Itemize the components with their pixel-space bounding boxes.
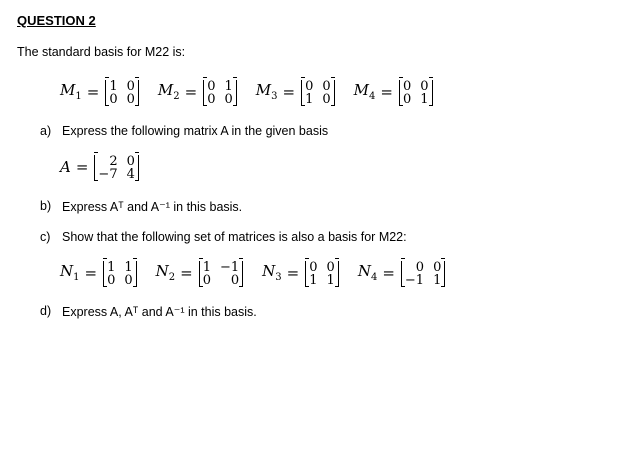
matrix-m4-matrix — [398, 77, 434, 106]
matrix-a-matrix — [93, 152, 139, 181]
equals-sign: = — [184, 82, 198, 101]
matrix-m2-cell-r2c1: 0 — [207, 92, 216, 107]
matrix-m1-cell-r1c2: 0 — [126, 79, 135, 94]
matrix-m3-cell-r1c1: 0 — [305, 79, 314, 94]
matrix-m3-matrix — [300, 77, 336, 106]
matrix-m4-cell-r1c2: 0 — [420, 79, 429, 94]
matrix-n3-cell-r1c2: 0 — [326, 260, 335, 275]
intro-text: The standard basis for M22 is: — [17, 45, 186, 59]
matrix-m3-cell-r2c2: 0 — [322, 92, 331, 107]
equals-sign: = — [86, 82, 100, 101]
matrix-n3-cell-r1c1: 0 — [309, 260, 318, 275]
part-c-text: Show that the following set of matrices is also a basis for M22: — [62, 230, 407, 244]
question-title: QUESTION 2 — [17, 13, 96, 28]
matrix-a-row — [60, 152, 140, 181]
matrix-a-cell-r2c1: −7 — [98, 167, 118, 182]
matrix-m1-cell-r2c2: 0 — [126, 92, 135, 107]
matrix-a-cell-r1c2: 0 — [126, 154, 135, 169]
part-d-marker: d) — [40, 304, 52, 318]
matrix-n2-cell-r2c1: 0 — [202, 273, 211, 288]
matrix-n4-cell-r1c1: 0 — [415, 260, 425, 275]
part-c-marker: c) — [40, 230, 51, 244]
matrix-m1-label: $M_1$ — [60, 81, 82, 102]
part-a-marker: a) — [40, 124, 52, 138]
matrix-n1-cell-r2c1: 0 — [107, 273, 116, 288]
matrix-n1-cell-r2c2: 0 — [124, 273, 133, 288]
equals-sign: = — [180, 263, 193, 282]
matrix-n4-label: $N_4$ — [357, 262, 378, 283]
part-a-text: Express the following matrix A in the given basis — [62, 124, 329, 138]
matrix-n3-cell-r2c1: 1 — [309, 273, 318, 288]
part-d-text: Express A, Aᵀ and A⁻¹ in this basis. — [62, 305, 257, 319]
matrix-n4-cell-r2c1: −1 — [404, 273, 425, 288]
matrix-n4-matrix — [400, 258, 446, 287]
matrix-m2-cell-r1c1: 0 — [207, 79, 216, 94]
matrix-a-label: A — [60, 157, 71, 176]
basis-m-row — [60, 77, 434, 106]
matrix-m4-cell-r1c1: 0 — [402, 79, 412, 94]
matrix-m1-cell-r2c1: 0 — [109, 92, 118, 107]
matrix-n2-cell-r2c2: 0 — [230, 273, 240, 288]
matrix-m2-cell-r1c2: 1 — [224, 79, 233, 94]
matrix-n3-matrix — [304, 258, 340, 287]
matrix-n1-cell-r1c2: 1 — [124, 260, 133, 275]
matrix-n2-label: $N_2$ — [155, 262, 176, 283]
matrix-m1-matrix — [104, 77, 140, 106]
matrix-a-cell-r2c2: 4 — [126, 167, 135, 182]
equals-sign: = — [380, 82, 393, 101]
equals-sign: = — [286, 263, 300, 282]
matrix-n4-cell-r1c2: 0 — [433, 260, 442, 275]
matrix-n1-matrix — [102, 258, 138, 287]
basis-n-row — [60, 258, 446, 287]
matrix-a-cell-r1c1: 2 — [109, 154, 118, 169]
part-b-text: Express Aᵀ and A⁻¹ in this basis. — [62, 200, 243, 214]
matrix-m2-cell-r2c2: 0 — [224, 92, 233, 107]
equals-sign: = — [75, 157, 89, 176]
matrix-m3-cell-r2c1: 1 — [305, 92, 314, 107]
matrix-m4-cell-r2c1: 0 — [402, 92, 412, 107]
matrix-m4-label: $M_4$ — [353, 81, 376, 102]
matrix-m3-label: $M_3$ — [255, 81, 278, 102]
matrix-m2-label: $M_2$ — [157, 81, 180, 102]
matrix-n3-label: $N_3$ — [262, 262, 282, 283]
matrix-n3-cell-r2c2: 1 — [326, 273, 335, 288]
matrix-n1-label: $N_1$ — [60, 262, 80, 283]
equals-sign: = — [382, 263, 395, 282]
matrix-n2-cell-r1c2: −1 — [220, 260, 240, 275]
equals-sign: = — [282, 82, 296, 101]
matrix-n2-cell-r1c1: 1 — [202, 260, 211, 275]
matrix-m4-cell-r2c2: 1 — [420, 92, 429, 107]
part-b-marker: b) — [40, 199, 52, 213]
matrix-m1-cell-r1c1: 1 — [109, 79, 118, 94]
matrix-m3-cell-r1c2: 0 — [322, 79, 331, 94]
equals-sign: = — [84, 263, 98, 282]
matrix-n2-matrix — [198, 258, 244, 287]
matrix-n4-cell-r2c2: 1 — [433, 273, 442, 288]
matrix-m2-matrix — [202, 77, 238, 106]
matrix-n1-cell-r1c1: 1 — [107, 260, 116, 275]
